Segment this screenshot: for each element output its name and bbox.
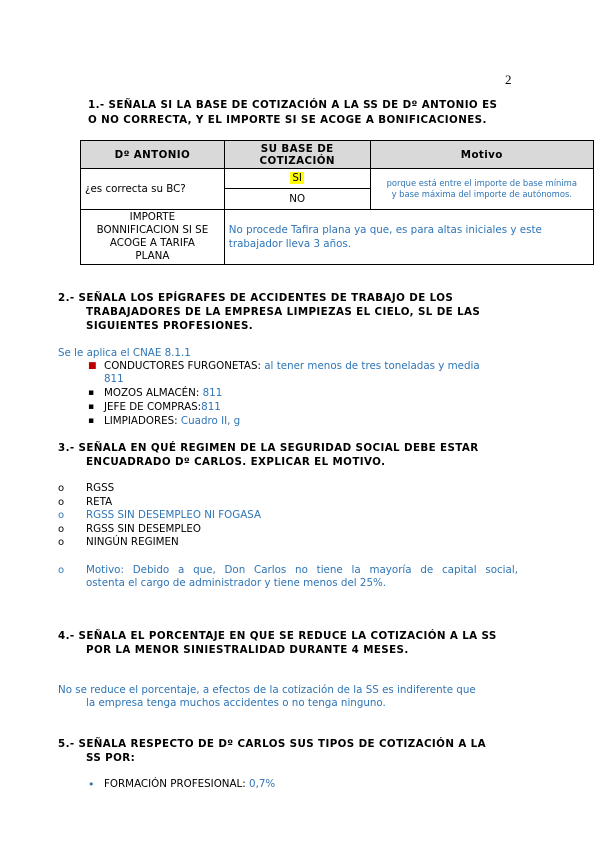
- circle-bullet-icon: o: [58, 524, 65, 535]
- q3-option-ninguno: NINGÚN REGIMEN: [86, 536, 179, 548]
- q1-heading-line1: 1.- SEÑALA SI LA BASE DE COTIZACIÓN A LA SS DE Dº ANTONIO ES: [88, 99, 498, 111]
- bullet-icon: ▪: [88, 416, 95, 426]
- q2-item0-label: CONDUCTORES FURGONETAS:: [104, 360, 265, 372]
- circle-bullet-icon: o: [58, 497, 65, 508]
- bullet-icon: ▪: [88, 402, 95, 412]
- q3-heading-line2: ENCUADRADO Dº CARLOS. EXPLICAR EL MOTIVO.: [86, 456, 386, 468]
- col-header-base-line2: COTIZACIÓN: [259, 154, 335, 167]
- col-header-antonio: Dº ANTONIO: [81, 141, 225, 169]
- q2-item-limpiadores: [104, 415, 240, 428]
- q2-item-mozos: [104, 387, 222, 400]
- page-number: 2: [505, 72, 512, 87]
- row2-label-line2: BONNIFICACION SI SE: [96, 224, 209, 236]
- q3-option-selected: RGSS SIN DESEMPLEO NI FOGASA: [86, 509, 262, 521]
- q2-item1-answer: 811: [202, 387, 223, 399]
- q1-table: [80, 140, 594, 265]
- col-header-base: [224, 141, 370, 169]
- q2-intro: Se le aplica el CNAE 8.1.1: [58, 347, 191, 359]
- row2-label-line3: ACOGE A TARIFA: [109, 237, 195, 249]
- dot-bullet-icon: •: [88, 778, 95, 791]
- motivo-bc-line2: y base máxima del importe de autónomos.: [391, 189, 572, 199]
- q2-heading-line2: TRABAJADORES DE LA EMPRESA LIMPIEZAS EL CIELO, SL DE LAS: [86, 306, 481, 318]
- row2-label-line1: IMPORTE: [129, 211, 176, 223]
- q3-option-reta: RETA: [86, 496, 113, 508]
- q2-item3-label: LIMPIADORES:: [104, 415, 181, 427]
- q3-option-rgss: RGSS: [86, 482, 115, 494]
- q2-item3-answer: Cuadro II, g: [180, 415, 241, 427]
- q2-item1-label: MOZOS ALMACÉN:: [104, 387, 203, 399]
- q2-item-conductores: [104, 360, 480, 373]
- option-si: SI: [292, 172, 302, 184]
- q2-item2-answer: 811: [201, 401, 221, 413]
- bc-options-cell: [224, 169, 370, 210]
- q2-item-jefe: [104, 401, 221, 414]
- q4-answer-line1: No se reduce el porcentaje, a efectos de la cotización de la SS es indiferente que: [58, 684, 476, 696]
- motivo2-line2: trabajador lleva 3 años.: [228, 238, 352, 250]
- motivo-bonificacion: [224, 210, 593, 265]
- row-label-bc: ¿es correcta su BC?: [81, 169, 225, 210]
- circle-bullet-icon: o: [58, 510, 65, 521]
- q2-item0-answer: al tener menos de tres toneladas y media: [264, 360, 480, 372]
- q3-motivo-line2: ostenta el cargo de administrador y tiene menos del 25%.: [86, 577, 387, 589]
- q2-heading-line1: 2.- SEÑALA LOS EPÍGRAFES DE ACCIDENTES DE TRABAJO DE LOS: [58, 292, 454, 304]
- q5-heading-line2: SS POR:: [86, 752, 136, 764]
- q3-option-rgss-sin-desempleo: RGSS SIN DESEMPLEO: [86, 523, 201, 535]
- motivo-bc-line1: porque está entre el importe de base mínima: [386, 178, 577, 188]
- q4-heading-line1: 4.- SEÑALA EL PORCENTAJE EN QUE SE REDUCE LA COTIZACIÓN A LA SS: [58, 630, 497, 642]
- option-no: NO: [289, 193, 306, 205]
- q5-item-value: 0,7%: [249, 778, 276, 790]
- circle-bullet-icon: o: [58, 537, 65, 548]
- option-si-row: [225, 169, 370, 189]
- q5-item-formacion: [104, 778, 275, 791]
- q1-heading-line2: O NO CORRECTA, Y EL IMPORTE SI SE ACOGE A BONIFICACIONES.: [88, 114, 487, 126]
- row-label-bonificacion: [81, 210, 225, 265]
- circle-bullet-icon: o: [58, 565, 65, 576]
- motivo-bc: [370, 169, 593, 210]
- q4-answer-line2: la empresa tenga muchos accidentes o no tenga ninguno.: [86, 697, 386, 709]
- q5-heading-line1: 5.- SEÑALA RESPECTO DE Dº CARLOS SUS TIPOS DE COTIZACIÓN A LA: [58, 738, 486, 750]
- q2-item2-label: JEFE DE COMPRAS:: [104, 401, 202, 413]
- row2-label-line4: PLANA: [135, 250, 170, 262]
- q5-item-label: FORMACIÓN PROFESIONAL:: [104, 778, 250, 790]
- red-bullet-icon: ■: [88, 361, 97, 371]
- q3-heading-line1: 3.- SEÑALA EN QUÉ REGIMEN DE LA SEGURIDAD SOCIAL DEBE ESTAR: [58, 442, 479, 454]
- col-header-base-line1: SU BASE DE: [260, 142, 334, 155]
- motivo2-line1: No procede Tafira plana ya que, es para altas iniciales y este: [228, 224, 542, 236]
- q2-heading-line3: SIGUIENTES PROFESIONES.: [86, 320, 254, 332]
- col-header-motivo: Motivo: [370, 141, 593, 169]
- q2-item0-answer-cont: 811: [104, 373, 124, 385]
- circle-bullet-icon: o: [58, 483, 65, 494]
- q3-motivo-line1: Motivo: Debido a que, Don Carlos no tiene la mayoría de capital social,: [86, 564, 518, 576]
- bullet-icon: ▪: [88, 388, 95, 398]
- q4-heading-line2: POR LA MENOR SINIESTRALIDAD DURANTE 4 MESES.: [86, 644, 409, 656]
